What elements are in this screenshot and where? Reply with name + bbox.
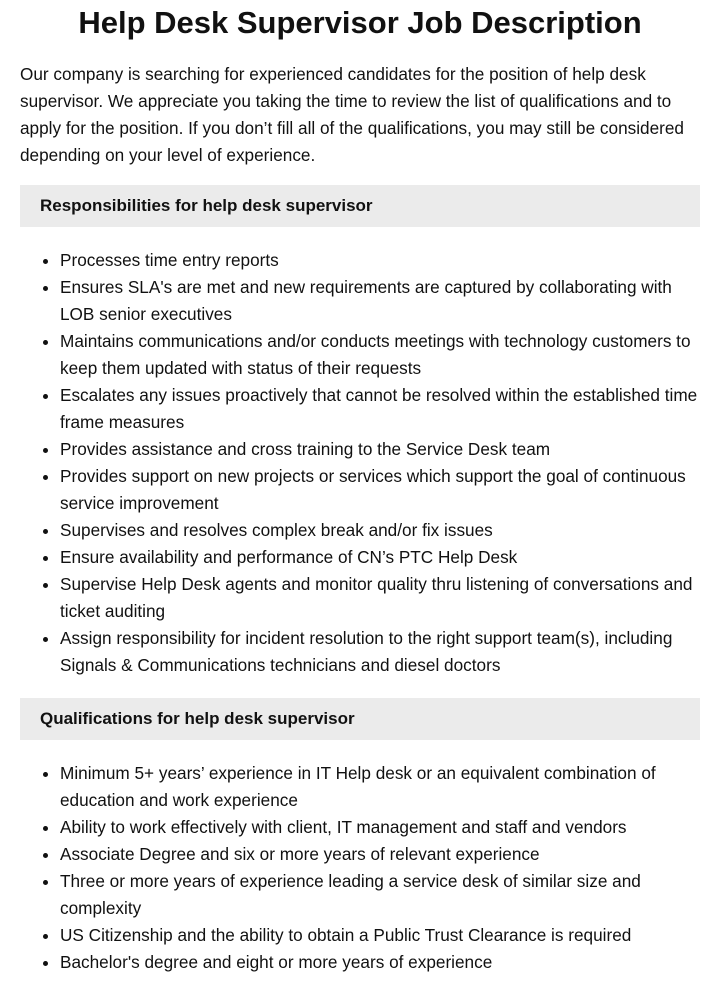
list-item: • Provides assistance and cross training to the Service Desk team xyxy=(60,436,700,463)
list-item: • Maintains communications and/or conducts meetings with technology customers to keep them updated with status of their requests xyxy=(60,328,700,382)
responsibilities-heading: Responsibilities for help desk supervisor xyxy=(20,185,700,227)
list-item: • Ensures SLA's are met and new requirements are captured by collaborating with LOB senior executives xyxy=(60,274,700,328)
list-item: • Supervise Help Desk agents and monitor quality thru listening of conversations and ticket auditing xyxy=(60,571,700,625)
list-item: • Ensure availability and performance of CN’s PTC Help Desk xyxy=(60,544,700,571)
list-item: • Processes time entry reports xyxy=(60,247,700,274)
list-item: • Supervises and resolves complex break and/or fix issues xyxy=(60,517,700,544)
page-title: Help Desk Supervisor Job Description xyxy=(78,5,642,40)
list-item: • Minimum 5+ years’ experience in IT Help desk or an equivalent combination of education and work experience xyxy=(60,760,700,814)
list-item: • Three or more years of experience leading a service desk of similar size and complexity xyxy=(60,868,700,922)
list-item: • Assign responsibility for incident resolution to the right support team(s), including Signals & Communications technicians and diesel doctors xyxy=(60,625,700,679)
responsibilities-list xyxy=(20,247,700,679)
list-item: • Ability to work effectively with client, IT management and staff and vendors xyxy=(60,814,700,841)
list-item: • Bachelor's degree and eight or more years of experience xyxy=(60,949,700,976)
intro-paragraph: Our company is searching for experienced candidates for the position of help desk supervisor. We appreciate you taking the time to review the list of qualifications and to apply for the position. If you don’t fill all of the qualifications, you may still be considered depending on your level of experience. xyxy=(20,64,684,165)
list-item: • Provides support on new projects or services which support the goal of continuous service improvement xyxy=(60,463,700,517)
qualifications-heading: Qualifications for help desk supervisor xyxy=(20,698,700,740)
list-item: • Escalates any issues proactively that cannot be resolved within the established time frame measures xyxy=(60,382,700,436)
qualifications-list xyxy=(20,760,700,976)
list-item: • US Citizenship and the ability to obtain a Public Trust Clearance is required xyxy=(60,922,700,949)
list-item: • Associate Degree and six or more years of relevant experience xyxy=(60,841,700,868)
